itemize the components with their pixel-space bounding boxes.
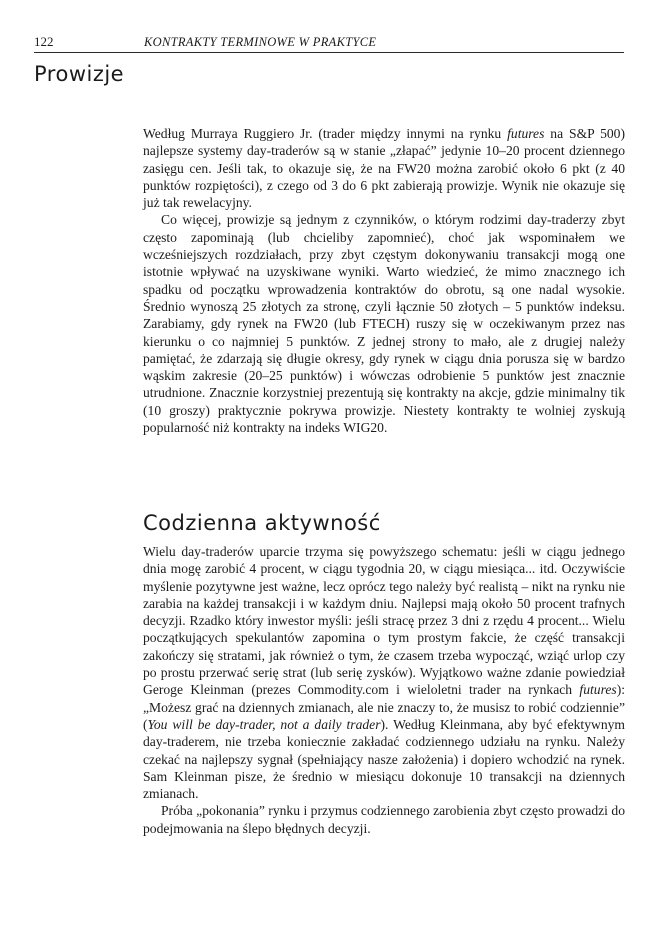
section-heading-prowizje: Prowizje: [34, 62, 125, 86]
paragraph: Próba „pokonania” rynku i przymus codziennego zarobienia zbyt często prowadzi do podejmowania na ślepo błędnych decyzji.: [143, 803, 625, 836]
section-body-codzienna-aktywnosc: [143, 543, 625, 837]
book-title: KONTRAKTY TERMINOWE W PRAKTYCE: [144, 35, 377, 49]
paragraph: Wielu day-traderów uparcie trzyma się powyższego schematu: jeśli w ciągu jednego dnia mogę zarobić 4 procent, w ciągu tygodnia 20, w ciągu miesiąca... itd. Oczywiście myślenie pozytywne jest ważne, lecz oprócz tego należy być realistą – nikt na rynku nie zarabia na każdej transakcji i w każdym dniu. Najlepsi mają około 50 procent trafnych decyzji. Rzadko który inwestor myśli: jeśli stracę przez 3 dni z rzędu 4 procent... Wielu początkujących spekulantów zapomina o tym prostym fakcie, że część transakcji zakończy się stratami, jak również o tym, że czasem trzeba wypocząć, wziąć urlop czy po prostu przerwać serię strat (lub serię zysków). Wyjątkowo ważne zdanie powiedział Geroge Kleinman (prezes Commodity.com i wieloletni trader na rynkach futures): „Możesz grać na dziennych zmianach, ale nie znaczy to, że musisz to robić codziennie” (You will be day-trader, not a daily trader). Według Kleinmana, aby być efektywnym day-traderem, nie trzeba koniecznie zakładać codziennego udziału na rynku. Należy czekać na najlepszy sygnał (spełniający nasze założenia) i dopiero wchodzić na rynek. Sam Kleinman pisze, że średnio w miesiącu dokonuje 10 transakcji na dziennych zmianach.: [143, 544, 625, 802]
page-number: 122: [34, 34, 54, 49]
section-heading-codzienna-aktywnosc: Codzienna aktywność: [143, 511, 381, 535]
section-body-prowizje: [143, 125, 625, 436]
paragraph: Co więcej, prowizje są jednym z czynników, o którym rodzimi day-traderzy zbyt często zapominają (lub chcieliby zapomnieć), choć jak wspominałem we wcześniejszych rozdziałach, przy zbyt częstym dokonywaniu transakcji mogą one istotnie wpływać na uzyskiwane wyniki. Warto wiedzieć, że mimo znacznego ich spadku od początku wprowadzenia kontraktów do obrotu, są one nadal wysokie. Średnio wynoszą 25 złotych za stronę, czyli łącznie 50 złotych – 5 punktów indeksu. Zarabiamy, gdy rynek na FW20 (lub FTECH) ruszy się w oczekiwanym przez nas kierunku o co najmniej 5 punktów. Z jednej strony to mało, ale z drugiej należy pamiętać, że zdarzają się długie okresy, gdy rynek w ciągu dnia porusza się w bardzo wąskim zakresie (20–25 punktów) i wówczas odrobienie 5 punktów jest znacznie utrudnione. Znacznie korzystniej prezentują się kontrakty na akcje, gdzie minimalny tik (10 groszy) praktycznie pokrywa prowizje. Niestety kontrakty te wolniej zyskują popularność niż kontrakty na indeks WIG20.: [143, 212, 625, 436]
running-header: [34, 34, 624, 53]
paragraph: Według Murraya Ruggiero Jr. (trader między innymi na rynku futures na S&P 500) najlepsze systemy day-traderów są w stanie „złapać” jedynie 10–20 procent dziennego zasięgu cen. Jeśli tak, to okazuje się, że na FW20 można zarobić około 6 pkt (z 40 punktów rozpiętości), z czego od 3 do 6 pkt zabierają prowizje. Wynik nie okazuje się już tak rewelacyjny.: [143, 126, 625, 211]
